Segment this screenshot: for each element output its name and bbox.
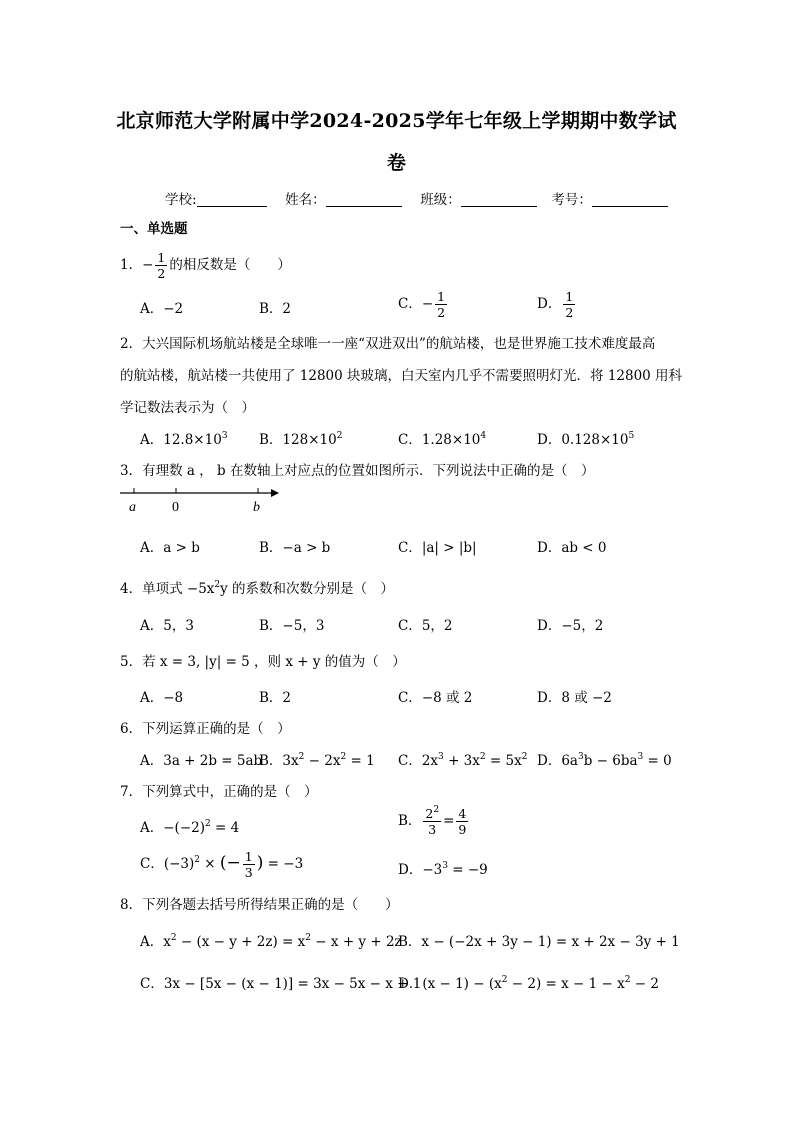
q7-option-c[interactable]	[140, 849, 303, 880]
q3-option-d[interactable]: D．ab < 0	[537, 540, 607, 556]
q8-a-3: − x + y + 2z	[311, 934, 402, 950]
q8-option-a[interactable]	[140, 930, 402, 950]
q1-option-b[interactable]: B．2	[259, 301, 292, 317]
q7-b-result-den: 9	[458, 822, 467, 837]
q1-d-fraction	[563, 289, 575, 320]
q7-c-exp: 2	[194, 855, 200, 865]
q7-b-num	[423, 806, 441, 822]
q3-option-c[interactable]: C．|a| > |b|	[398, 540, 477, 556]
q6-d-1: D．6a	[537, 753, 578, 769]
q4-option-a[interactable]: A．5，3	[140, 618, 194, 634]
q2-c-text: C．1.28×10	[398, 432, 481, 448]
name-label: 姓名：	[285, 192, 326, 208]
exam-title-line2: 卷	[386, 152, 407, 174]
q6-option-c[interactable]	[398, 749, 527, 769]
q7-b-eq: =	[443, 813, 455, 829]
q6-b-e2: 2	[340, 752, 347, 762]
q7-a-2: = 4	[210, 820, 240, 836]
q7-b-den: 3	[428, 822, 437, 837]
q3-option-a[interactable]: A．a > b	[140, 540, 200, 556]
q5-stem: 5．若 x = 3, |y| = 5 ，则 x + y 的值为（ ）	[120, 654, 406, 670]
q6-option-a[interactable]: A．3a + 2b = 5ab	[140, 753, 263, 769]
q1-sign: −	[142, 257, 154, 273]
q2-b-text: B．128×10	[259, 432, 337, 448]
q7-a-1: A．−(−2)	[140, 820, 205, 836]
school-blank[interactable]	[197, 192, 267, 207]
q8-a-e1: 2	[170, 933, 177, 943]
q4-option-c[interactable]: C．5，2	[398, 618, 453, 634]
q5-option-a[interactable]: A．−8	[140, 690, 184, 706]
q8-d-1: D．(x − 1) − (x	[398, 976, 502, 992]
q6-option-b[interactable]	[259, 749, 375, 769]
q1-fraction	[155, 250, 167, 281]
q1-d-label: D．	[537, 296, 562, 312]
q6-c-2: + 3x	[443, 753, 480, 769]
q8-d-3: − 2	[630, 976, 659, 992]
question-1	[120, 250, 291, 281]
q7-b-result-num: 4	[458, 806, 467, 821]
q3-stem: 3．有理数 a ， b 在数轴上对应点的位置如图所示．下列说法中正确的是（ ）	[120, 463, 595, 479]
q2-a-exp: 3	[221, 431, 228, 441]
q6-b-3: = 1	[346, 753, 375, 769]
q1-option-c[interactable]	[398, 289, 449, 320]
q8-d-2: − 2) = x − 1 − x	[507, 976, 625, 992]
q6-option-d[interactable]	[537, 749, 672, 769]
q2-c-exp: 4	[480, 431, 487, 441]
q6-d-e2: 3	[637, 752, 644, 762]
school-label: 学校:	[165, 192, 197, 208]
q7-c-close: )	[256, 853, 264, 873]
q7-b-num-exp: 2	[433, 805, 440, 815]
q3-option-b[interactable]: B．−a > b	[259, 540, 331, 556]
q2-a-text: A．12.8×10	[140, 432, 222, 448]
q7-option-a[interactable]	[140, 816, 239, 836]
q4-option-b[interactable]: B．−5，3	[259, 618, 325, 634]
q1-option-d[interactable]	[537, 289, 577, 320]
q6-d-e1: 3	[577, 752, 584, 762]
q6-c-e2: 2	[479, 752, 486, 762]
q4-stem-exp: 2	[214, 580, 221, 590]
q2-option-a[interactable]	[140, 428, 228, 448]
q6-c-e1: 3	[438, 752, 444, 762]
q5-option-b[interactable]: B．2	[259, 690, 292, 706]
question-4	[120, 577, 394, 597]
q7-c-num: 1	[244, 849, 253, 864]
q1-option-a[interactable]: A．−2	[140, 301, 184, 317]
q7-b-label: B．	[398, 813, 422, 829]
q1-frac-denominator: 2	[157, 266, 166, 281]
q6-c-e3: 2	[521, 752, 528, 762]
q1-d-num: 1	[565, 289, 574, 304]
q2-d-text: D．0.128×10	[537, 432, 629, 448]
q1-c-sign: −	[421, 296, 434, 312]
q7-d-exp: 3	[442, 861, 448, 871]
q6-d-3: = 0	[643, 753, 672, 769]
q5-option-c[interactable]: C．−8 或 2	[398, 690, 473, 706]
q2-line2: 的航站楼，航站楼一共使用了 12800 块玻璃，白天室内几乎不需要照明灯光．将 12800 用科	[120, 368, 683, 384]
label-b: b	[253, 500, 260, 515]
q5-option-d[interactable]: D．8 或 −2	[537, 690, 612, 706]
q1-frac-numerator: 1	[157, 250, 166, 265]
student-info-row	[165, 188, 668, 208]
id-label: 考号：	[551, 192, 592, 208]
q1-c-den: 2	[437, 305, 446, 320]
exam-title-line1: 北京师范大学附属中学2024-2025学年七年级上学期期中数学试	[116, 110, 677, 132]
id-blank[interactable]	[592, 192, 668, 207]
label-a: a	[129, 500, 136, 515]
q2-option-b[interactable]	[259, 428, 342, 448]
q2-line3: 学记数法表示为（ ）	[120, 400, 255, 416]
section-heading: 一、单选题	[120, 221, 188, 237]
q8-option-d[interactable]	[398, 972, 659, 992]
class-label: 班级：	[420, 192, 461, 208]
q7-b-fraction	[423, 806, 441, 837]
q1-number: 1．	[120, 257, 143, 273]
q8-d-e1: 2	[501, 975, 508, 985]
q8-stem: 8．下列各题去括号所得结果正确的是（ ）	[120, 897, 399, 913]
q1-c-num: 1	[437, 289, 446, 304]
q8-option-c[interactable]: C．3x − [5x − (x − 1)] = 3x − 5x − x + 1	[140, 976, 422, 992]
q8-a-e2: 2	[305, 933, 312, 943]
q2-b-exp: 2	[336, 431, 343, 441]
q7-c-1: C．(−3)	[140, 856, 195, 872]
q1-d-den: 2	[565, 305, 574, 320]
q2-d-exp: 5	[628, 431, 635, 441]
q4-stem-b: y 的系数和次数分别是（ ）	[220, 581, 395, 597]
number-line	[120, 482, 280, 516]
q2-option-d[interactable]	[537, 428, 634, 448]
q4-option-d[interactable]: D．−5，2	[537, 618, 604, 634]
q1-c-fraction	[435, 289, 447, 320]
q6-stem: 6．下列运算正确的是（ ）	[120, 721, 291, 737]
q4-stem-a: 4．单项式 −5x	[120, 581, 215, 597]
label-0: 0	[172, 500, 179, 515]
q1-c-label: C．	[398, 296, 422, 312]
q7-c-2: ×	[200, 856, 220, 872]
q2-line1: 2．大兴国际机场航站楼是全球唯一一座“双进双出”的航站楼，也是世界施工技术难度最高	[120, 336, 656, 352]
q7-d-2: = −9	[447, 862, 488, 878]
name-blank[interactable]	[326, 192, 402, 207]
q7-c-3: = −3	[263, 856, 304, 872]
q7-b-num-base: 2	[425, 806, 434, 821]
q6-b-1: B．3x	[259, 753, 299, 769]
q7-option-b[interactable]	[398, 806, 470, 837]
q7-a-exp: 2	[205, 819, 211, 829]
q6-d-2: b − 6ba	[583, 753, 638, 769]
q7-c-den: 3	[244, 865, 253, 880]
q6-b-e1: 2	[298, 752, 305, 762]
q8-option-b[interactable]: B．x − (−2x + 3y − 1) = x + 2x − 3y + 1	[398, 934, 680, 950]
q7-c-fraction	[243, 849, 255, 880]
class-blank[interactable]	[461, 192, 537, 207]
number-line-arrow	[271, 489, 279, 497]
q7-option-d[interactable]	[398, 858, 488, 878]
q1-stem: 的相反数是（ ）	[169, 257, 291, 273]
q7-b-result	[456, 806, 468, 837]
q2-option-c[interactable]	[398, 428, 486, 448]
q6-c-3: = 5x	[485, 753, 522, 769]
q6-c-1: C．2x	[398, 753, 439, 769]
q7-c-open: (−	[219, 853, 241, 873]
q7-stem: 7．下列算式中，正确的是（ ）	[120, 784, 318, 800]
q8-d-e2: 2	[624, 975, 631, 985]
q7-d-1: D．−3	[398, 862, 443, 878]
q6-b-2: − 2x	[304, 753, 341, 769]
q8-a-2: − (x − y + 2z) = x	[176, 934, 306, 950]
q8-a-1: A．x	[140, 934, 171, 950]
